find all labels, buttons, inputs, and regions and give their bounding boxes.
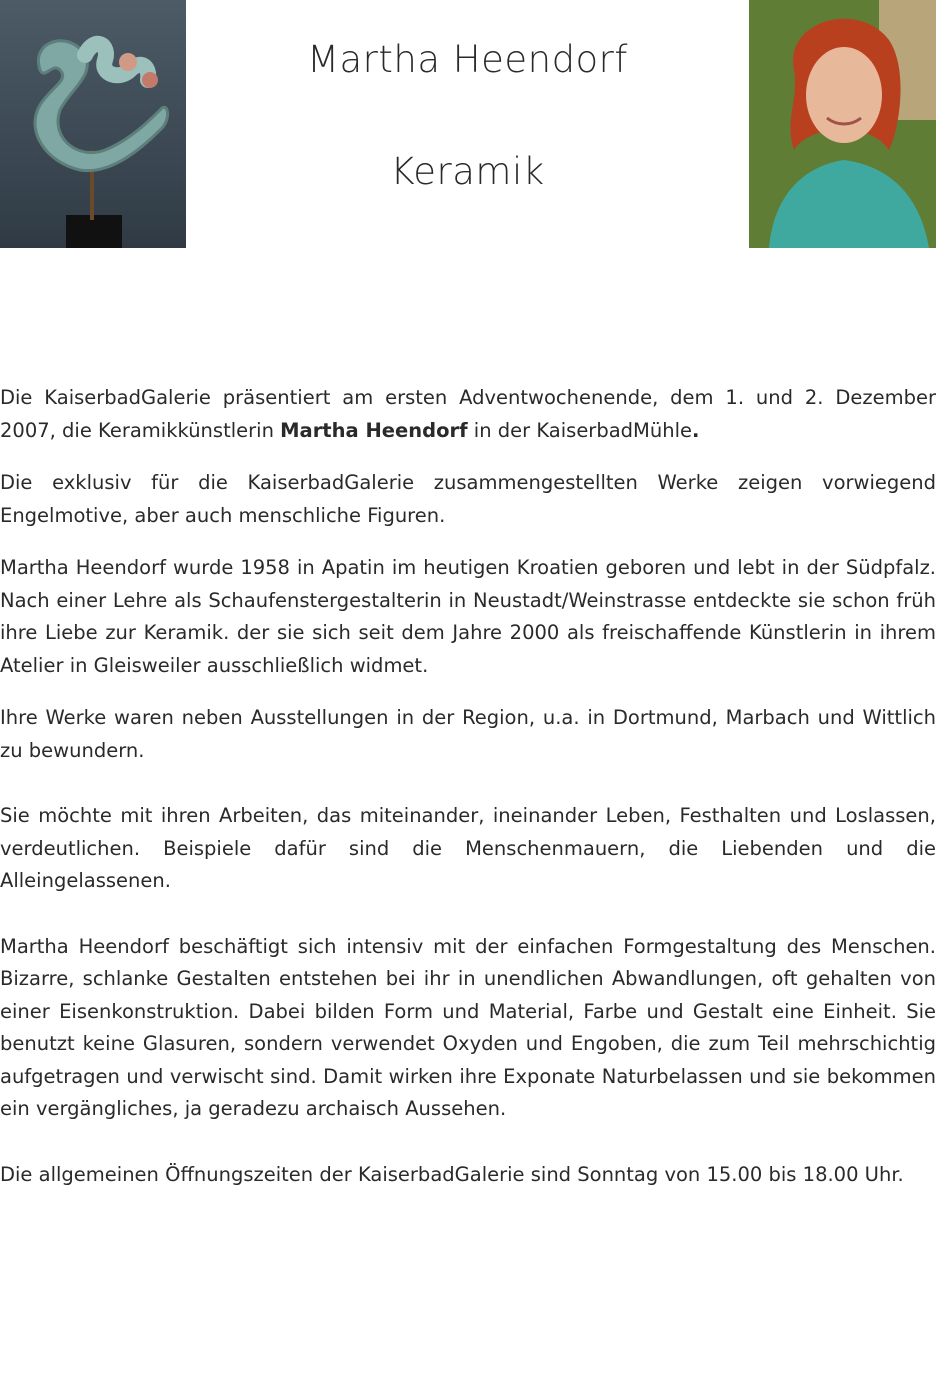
paragraph-works: Die exklusiv für die KaiserbadGalerie zusammengestellten Werke zeigen vorwiegend Engelmotive, aber auch menschliche Figuren. xyxy=(0,471,936,527)
paragraph-biography: Martha Heendorf wurde 1958 in Apatin im heutigen Kroatien geboren und lebt in der Südpfalz. Nach einer Lehre als Schaufenstergestalterin in Neustadt/Weinstrasse entdeckte sie schon früh ihre Liebe zur Keramik. der sie sich seit dem Jahre 2000 als freischaffende Künstlerin in ihrem Atelier in Gleisweiler ausschließlich widmet. xyxy=(0,556,936,677)
paragraph-exhibitions: Ihre Werke waren neben Ausstellungen in der Region, u.a. in Dortmund, Marbach und Wittlich zu bewundern. xyxy=(0,706,936,762)
portrait-face xyxy=(806,47,882,143)
paragraph-intent: Sie möchte mit ihren Arbeiten, das miteinander, ineinander Leben, Festhalten und Loslassen, verdeutlichen. Beispiele dafür sind die Menschenmauern, die Liebenden und die Alleingelassenen. xyxy=(0,804,936,892)
page-title: Martha Heendorf xyxy=(307,38,628,81)
portrait-illustration xyxy=(749,0,936,248)
sculpture-tip xyxy=(142,72,158,88)
ceramic-sculpture-image xyxy=(0,0,186,248)
artist-name: Martha Heendorf xyxy=(280,418,468,442)
sculpture-head xyxy=(119,53,137,71)
paragraph-technique: Martha Heendorf beschäftigt sich intensiv mit der einfachen Formgestaltung des Menschen. Bizarre, schlanke Gestalten entstehen bei ihr in unendlichen Abwandlungen, oft gehalten von einer Eisenkonstruktion. Dabei bilden Form und Material, Farbe und Gestalt eine Einheit. Sie benutzt keine Glasuren, sondern verwendet Oxyden und Engoben, die zum Teil mehrschichtig aufgetragen und verwischt sind. Damit wirken ihre Exponate Naturbelassen und sie bekommen ein vergängliches, ja geradezu archaisch Aussehen. xyxy=(0,934,936,1120)
artist-portrait-image xyxy=(749,0,936,248)
article-body xyxy=(0,382,936,1211)
intro-text: Die KaiserbadGalerie präsentiert am ersten Adventwochenende, dem 1. und 2. Dezember 2007, die Keramikkünstlerin xyxy=(0,386,936,442)
intro-period: . xyxy=(692,418,700,442)
paragraph-intro xyxy=(0,382,936,447)
page-header xyxy=(0,0,950,250)
page-subtitle: Keramik xyxy=(390,150,545,193)
sculpture-arm xyxy=(85,44,148,80)
paragraph-opening-hours: Die allgemeinen Öffnungszeiten der KaiserbadGalerie sind Sonntag von 15.00 bis 18.00 Uhr. xyxy=(0,1162,904,1186)
sculpture-illustration xyxy=(0,0,186,248)
intro-venue: in der KaiserbadMühle xyxy=(467,418,692,442)
